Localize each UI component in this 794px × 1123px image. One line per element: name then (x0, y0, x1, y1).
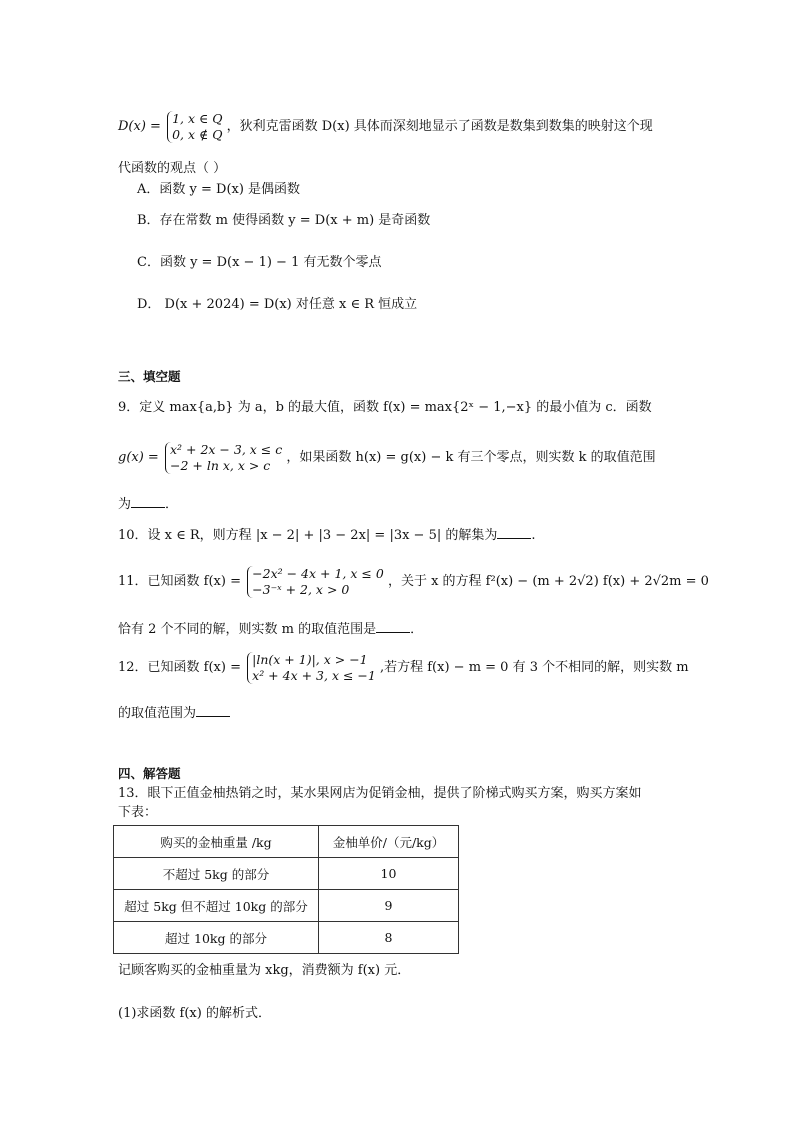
price-table (113, 825, 459, 954)
q8-option-c: C．函数 y = D(x − 1) − 1 有无数个零点 (137, 255, 382, 270)
q9-answer-blank (131, 495, 165, 508)
q8-option-b: B．存在常数 m 使得函数 y = D(x + m) 是奇函数 (137, 213, 431, 228)
table-cell: 9 (319, 890, 459, 922)
q12-case2: x² + 4x + 3, x ≤ −1 (252, 667, 376, 683)
table-cell: 8 (319, 922, 459, 954)
q8-def-lhs: D(x) = (118, 119, 161, 134)
table-cell: 超过 10kg 的部分 (114, 922, 319, 954)
q10-answer-blank (497, 526, 531, 539)
q11-lhs: 11．已知函数 f(x) = (118, 574, 241, 589)
q11-piecewise-line (118, 565, 709, 599)
q8-piecewise (167, 111, 222, 143)
q11-case1: −2x² − 4x + 1, x ≤ 0 (252, 565, 384, 581)
q10-line: 10．设 x ∈ R，则方程 |x − 2| + |3 − 2x| = |3x − 5| 的解集为 . (118, 528, 536, 543)
q9-piecewise (165, 442, 282, 474)
table-header-cell: 购买的金柚重量 /kg (114, 826, 319, 858)
table-cell: 超过 5kg 但不超过 10kg 的部分 (114, 890, 319, 922)
q11-text3-line: 恰有 2 个不同的解，则实数 m 的取值范围是 ． (118, 622, 424, 637)
table-cell: 10 (319, 858, 459, 890)
q12-text3-line (118, 704, 230, 723)
q9-text2: ，如果函数 h(x) = g(x) − k 有三个零点，则实数 k 的取值范围 (286, 450, 656, 465)
q11-case2: −3⁻ˣ + 2, x > 0 (252, 581, 350, 597)
q13-text1: 13．眼下正值金柚热销之时，某水果网店为促销金柚，提供了阶梯式购买方案，购买方案如 (118, 786, 642, 801)
q9-case1: x² + 2x − 3, x ≤ c (169, 441, 283, 457)
q9-case2: −2 + ln x, x > c (169, 457, 271, 473)
table-row (114, 890, 459, 922)
q8-case1: 1, x ∈ Q (172, 110, 223, 126)
q9-text1: 9．定义 max{a,b} 为 a，b 的最大值，函数 f(x) = max{2ˣ − 1,−x} 的最小值为 c．函数 (118, 400, 652, 415)
q12-lhs: 12．已知函数 f(x) = (118, 660, 241, 675)
q13-text3: 记顾客购买的金柚重量为 xkg，消费额为 f(x) 元． (118, 963, 411, 978)
table-header-row (114, 826, 459, 858)
q9-text3: 为 (118, 497, 132, 512)
q12-piecewise-line (118, 651, 689, 685)
q11-answer-blank (376, 620, 410, 633)
section-4-heading: 四、解答题 (118, 766, 181, 781)
table-row (114, 922, 459, 954)
q10-text: 10．设 x ∈ R，则方程 |x − 2| + |3 − 2x| = |3x − 5| 的解集为 (118, 528, 498, 543)
q13-sub1: (1)求函数 f(x) 的解析式． (118, 1006, 271, 1021)
q8-option-a: A．函数 y = D(x) 是偶函数 (137, 182, 301, 197)
q8-definition (118, 110, 653, 144)
q9-text3-line: 为 ． (118, 497, 179, 512)
q11-text2: ，关于 x 的方程 f²(x) − (m + 2√2) f(x) + 2√2m = 0 (387, 574, 709, 589)
table-row (114, 858, 459, 890)
q9-piecewise-line (118, 441, 656, 475)
q13-text2: 下表： (118, 805, 158, 820)
section-3-heading: 三、填空题 (118, 369, 181, 384)
table-cell: 不超过 5kg 的部分 (114, 858, 319, 890)
q11-text3: 恰有 2 个不同的解，则实数 m 的取值范围是 (118, 622, 377, 637)
q9-lhs: g(x) = (118, 450, 159, 465)
q11-piecewise (247, 566, 384, 598)
q12-text2: ,若方程 f(x) − m = 0 有 3 个不相同的解，则实数 m (379, 660, 689, 675)
q12-piecewise (247, 652, 376, 684)
q8-intro2: 代函数的观点（ ） (118, 161, 227, 176)
q8-intro: ，狄利克雷函数 D(x) 具体而深刻地显示了函数是数集到数集的映射这个现 (226, 119, 653, 134)
q8-case2: 0, x ∉ Q (172, 126, 223, 142)
q12-answer-blank (196, 704, 230, 717)
table-header-cell: 金柚单价/（元/kg） (319, 826, 459, 858)
q12-case1: |ln(x + 1)|, x > −1 (252, 651, 368, 667)
q12-text3: 的取值范围为 (118, 706, 197, 721)
q8-option-d: D． D(x + 2024) = D(x) 对任意 x ∈ R 恒成立 (137, 297, 418, 312)
